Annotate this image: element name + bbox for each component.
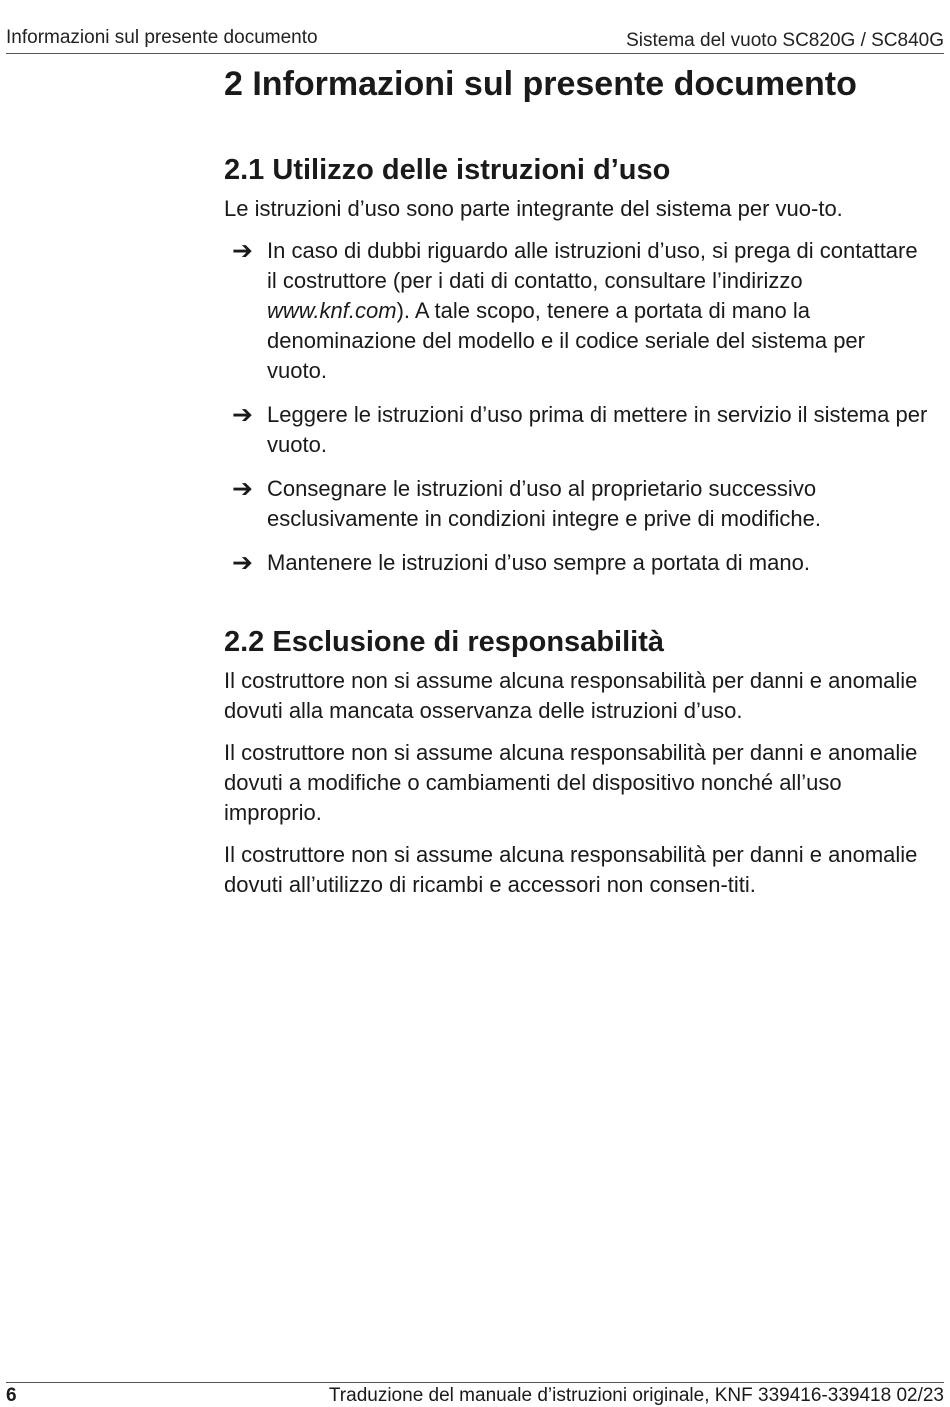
section-heading-liability: 2.2 Esclusione di responsabilità	[224, 626, 664, 658]
page-content	[224, 63, 929, 900]
header-product-name: Sistema del vuoto SC820G / SC840G	[626, 30, 944, 51]
liability-paragraph: Il costruttore non si assume alcuna responsabilità per danni e anomalie dovuti a modifiche o cambiamenti del dispositivo nonché all’uso improprio.	[224, 740, 918, 825]
section-usage-intro: Le istruzioni d’uso sono parte integrante del sistema per vuo-to.	[224, 196, 843, 221]
list-item-text: Consegnare le istruzioni d’uso al proprietario successivo esclusivamente in condizioni integre e prive di modifiche.	[267, 476, 821, 531]
section-heading-usage: 2.1 Utilizzo delle istruzioni d’uso	[224, 154, 671, 186]
header-section-title: Informazioni sul presente documento	[6, 27, 318, 48]
list-item-text: Leggere le istruzioni d’uso prima di mettere in servizio il sistema per vuoto.	[267, 402, 928, 457]
right-arrow-icon: ➔	[232, 475, 253, 503]
page-number: 6	[6, 1385, 17, 1406]
page-footer	[6, 1382, 944, 1406]
list-item	[224, 548, 929, 578]
chapter-title: 2 Informazioni sul presente documento	[224, 65, 857, 103]
footer-reference: Traduzione del manuale d’istruzioni originale, KNF 339416-339418 02/23	[328, 1385, 944, 1406]
website-link[interactable]: www.knf.com	[267, 298, 397, 323]
list-item-text: Mantenere le istruzioni d’uso sempre a portata di mano.	[267, 550, 810, 575]
right-arrow-icon: ➔	[232, 237, 253, 265]
list-item	[224, 400, 929, 460]
page-header	[6, 27, 944, 54]
list-item	[224, 474, 929, 534]
right-arrow-icon: ➔	[232, 549, 253, 577]
liability-paragraph: Il costruttore non si assume alcuna responsabilità per danni e anomalie dovuti all’utilizzo di ricambi e accessori non consen-titi.	[224, 842, 918, 897]
list-item-text: In caso di dubbi riguardo alle istruzioni d’uso, si prega di contattare il costruttore (per i dati di contatto, consultare l’indirizzo www.knf.com). A tale scopo, tenere a portata di mano la denominazione del modello e il codice seriale del sistema per vuoto.	[267, 238, 918, 383]
liability-paragraph: Il costruttore non si assume alcuna responsabilità per danni e anomalie dovuti alla mancata osservanza delle istruzioni d’uso.	[224, 668, 918, 723]
list-item	[224, 236, 929, 386]
instruction-list	[224, 236, 929, 578]
right-arrow-icon: ➔	[232, 401, 253, 429]
